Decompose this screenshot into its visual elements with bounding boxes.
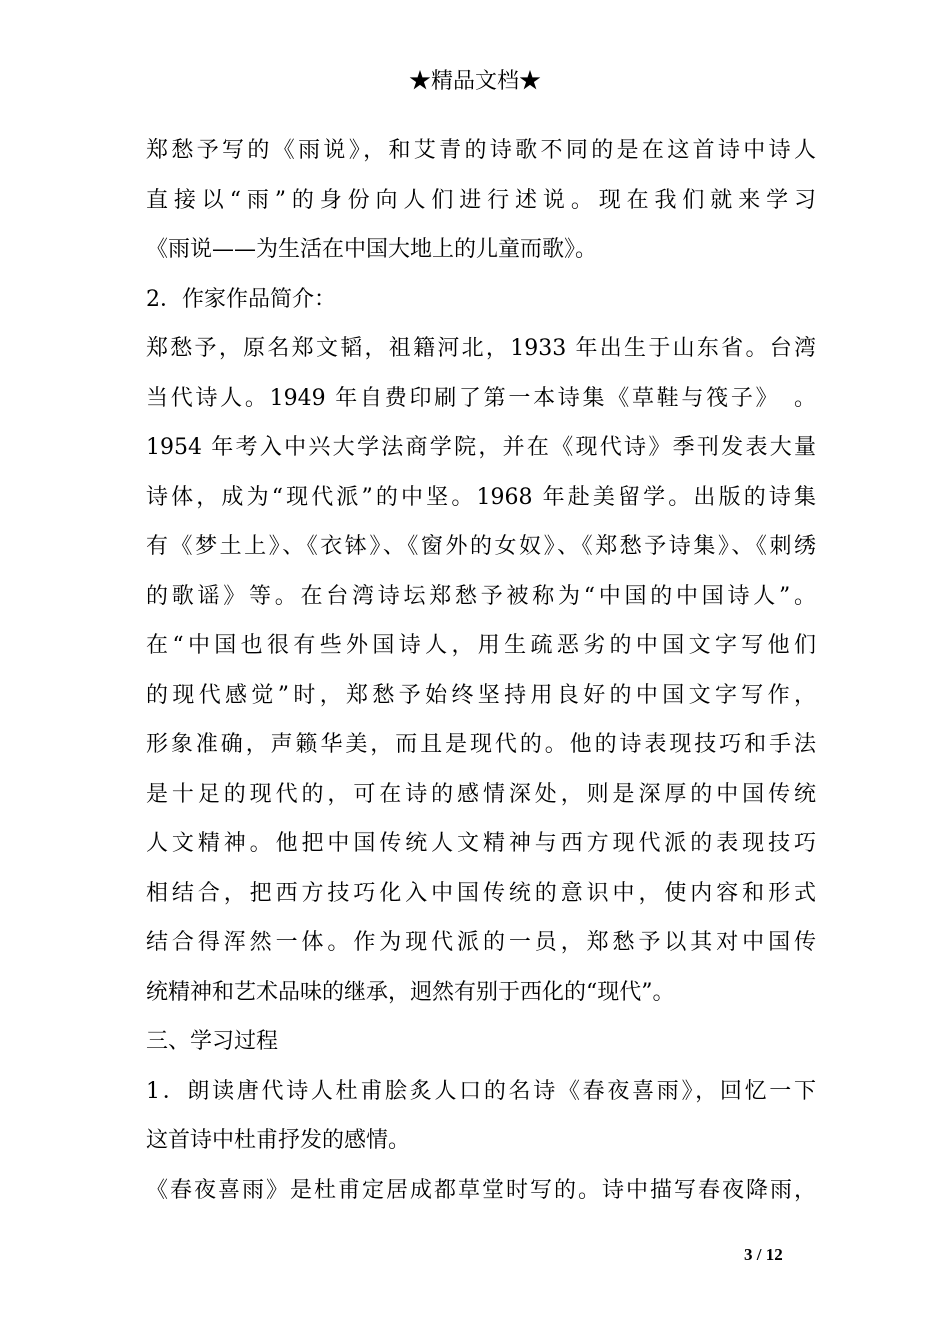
page-number: 3 / 12 [744,1245,783,1264]
page-header-title: ★精品文档★ [408,69,541,94]
body-line: 统精神和艺术品味的继承，迥然有别于西化的“现代”。 [146,979,675,1005]
body-line: 郑愁予，原名郑文韬，祖籍河北，1933 年出生于山东省。台湾 [146,336,816,361]
body-line: 是十足的现代的，可在诗的感情深处，则是深厚的中国传统 [146,781,816,807]
body-line: 的歌谣》等。在台湾诗坛郑愁予被称为“中国的中国诗人”。 [146,583,816,609]
body-line: 这首诗中杜甫抒发的感情。 [146,1128,411,1153]
body-line: 《雨说——为生活在中国大地上的儿童而歌》。 [146,237,598,262]
document-body [146,126,816,1215]
body-line: 结合得浑然一体。作为现代派的一员，郑愁予以其对中国传 [146,930,816,955]
body-line: 1954 年考入中兴大学法商学院，并在《现代诗》季刊发表大量 [146,435,816,460]
body-line: 直接以“雨”的身份向人们进行述说。现在我们就来学习 [146,187,816,213]
body-line: 的现代感觉”时，郑愁予始终坚持用良好的中国文字写作， [146,682,816,708]
body-line: 在“中国也很有些外国诗人，用生疏恶劣的中国文字写他们 [146,633,816,658]
body-line: 当代诗人。1949 年自费印刷了第一本诗集《草鞋与筏子》 。 [146,385,816,411]
body-line: 相结合，把西方技巧化入中国传统的意识中，使内容和形式 [146,880,816,906]
body-line: 人文精神。他把中国传统人文精神与西方现代派的表现技巧 [146,831,816,856]
section-heading: 2．作家作品简介： [146,286,336,312]
body-line: 1．朗读唐代诗人杜甫脍炙人口的名诗《春夜喜雨》，回忆一下 [146,1078,816,1104]
section-heading: 三、学习过程 [146,1029,279,1054]
body-line: 《春夜喜雨》是杜甫定居成都草堂时写的。诗中描写春夜降雨， [146,1177,816,1203]
body-line: 诗体，成为“现代派”的中坚。1968 年赴美留学。出版的诗集 [146,484,816,510]
body-line: 郑愁予写的《雨说》，和艾青的诗歌不同的是在这首诗中诗人 [146,138,816,163]
body-line: 有《梦土上》、《衣钵》、《窗外的女奴》、《郑愁予诗集》、《刺绣 [146,534,816,559]
body-line: 形象准确，声籁华美，而且是现代的。他的诗表现技巧和手法 [146,732,816,757]
